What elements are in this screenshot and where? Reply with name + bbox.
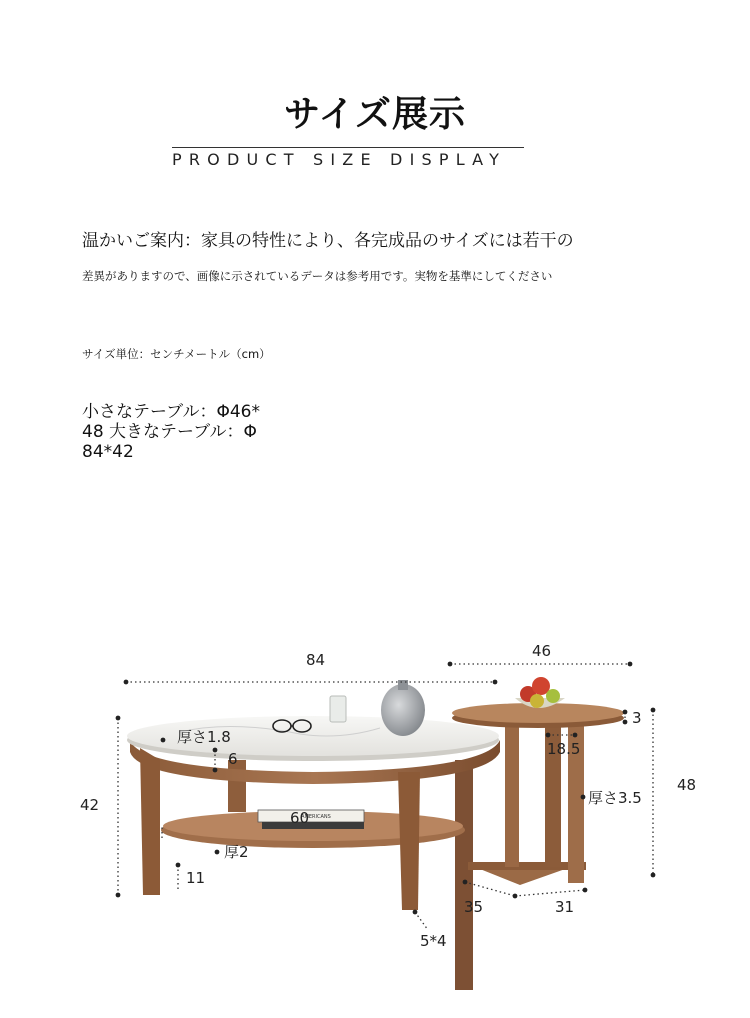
title-divider (172, 147, 524, 148)
dim-apron: 6 (228, 750, 238, 768)
size-spec-line-2: 48 大きなテーブル：Φ (82, 422, 257, 442)
front-leg-left (140, 748, 160, 895)
small-table (452, 677, 624, 885)
dim-shelf-width: 60 (290, 809, 310, 827)
vase (381, 684, 425, 736)
dim-base-depth: 35 (464, 898, 484, 916)
dim-shelf-thickness: 厚2 (224, 843, 249, 861)
notice-line-1: 温かいご案内：家具の特性により、各完成品のサイズには若干の (82, 231, 574, 251)
page-subtitle: PRODUCT SIZE DISPLAY (172, 150, 507, 169)
small-column (505, 725, 519, 867)
size-unit-text: サイズ単位：センチメートル（cm） (82, 347, 271, 361)
page-title: サイズ展示 (283, 94, 467, 135)
dim-top-thickness: 厚さ1.8 (177, 728, 231, 746)
dim-clearance: 11 (186, 869, 206, 887)
dim-big-height: 42 (80, 796, 100, 814)
dimension-drawing (0, 600, 750, 1000)
front-leg-right (398, 772, 420, 910)
notice-line-2: 差異がありますので、画像に示されているデータは参考用です。実物を基準にしてください (82, 269, 553, 283)
dim-small-apron: 18.5 (547, 740, 581, 758)
size-spec-line-1: 小さなテーブル：Φ46* (82, 402, 260, 422)
book-title: AMERICANS (301, 814, 331, 820)
size-spec (82, 402, 342, 462)
size-spec-line-3: 84*42 (82, 442, 134, 462)
dim-small-height: 48 (677, 776, 697, 794)
glass-cup (330, 696, 346, 722)
back-leg-right (455, 760, 473, 990)
dim-small-top: 3 (632, 709, 642, 727)
dim-big-width: 84 (306, 651, 326, 669)
dim-small-width: 46 (532, 642, 552, 660)
dim-leg-section: 5*4 (420, 932, 447, 950)
dim-base-width: 31 (555, 898, 575, 916)
dim-small-thickness: 厚さ3.5 (588, 789, 642, 807)
